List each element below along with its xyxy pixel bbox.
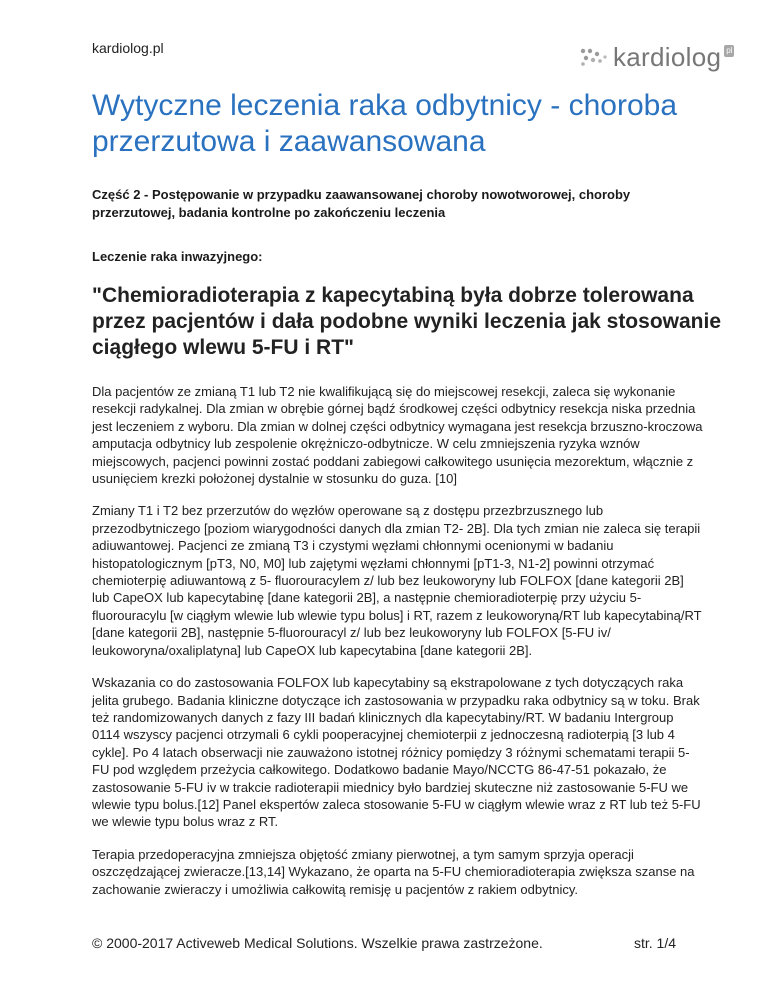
paragraph: Terapia przedoperacyjna zmniejsza objętość zmiany pierwotnej, a tym samym sprzyja operacji oszczędzającej zwieracze.[13,14] Wykazano, że oparta na 5-FU chemioradioterapia zwiększa szanse na zachowanie zwieraczy i umożliwia całkowitą remisję u pacjentów z rakiem odbytnicy. [92, 846, 695, 897]
paragraph: Zmiany T1 i T2 bez przerzutów do węzłów operowane są z dostępu przezbrzusznego lub przezodbytniczego [poziom wiarygodności danych dla zmian T2- 2B]. Dla tych zmian nie zaleca się terapii adiuwantowej. Pacjenci ze zmianą T3 i czystymi węzłami chłonnymi ocenionymi w badaniu histopatologicznym [pT3, N0, M0] lub zajętymi węzłami chłonnymi [pT1-3, N1-2] powinni otrzymać chemioterpię adiuwantową z 5- fluorouracylem z/ lub bez leukoworyny lub FOLFOX [dane kategorii 2B] lub CapeOX lub kapecytabinę [dane kategorii 2B], a następnie chemioradioterpię przy użyciu 5-fluorouracylu [w ciągłym wlewie lub wlewie typu bolus] i RT, razem z leukoworyną/RT lub kapecytabiną/RT [dane kategorii 2B], następnie 5-fluorouracyl z/ lub bez leukoworyny lub FOLFOX [5-FU iv/ leukoworyna/oxaliplatyna] lub CapeOX lub kapecytabina [dane kategorii 2B]. [92, 503, 702, 658]
page-number: str. 1/4 [633, 935, 676, 951]
section-heading: Leczenie raka inwazyjnego: [92, 249, 263, 264]
paragraph: Wskazania co do zastosowania FOLFOX lub kapecytabiny są ekstrapolowane z tych dotyczących raka jelita grubego. Badania kliniczne dotyczące ich zastosowania w przypadku raka odbytnicy są w toku. Brak też randomizowanych danych z fazy III badań klinicznych dla kapecytabiny/RT. W badaniu Intergroup 0114 wszyscy pacjenci otrzymali 6 cykli pooperacyjnej chemioterpii z jednoczesną radioterpią [3 lub 4 cykle]. Po 4 latach obserwacji nie zauważono istotnej różnicy pomiędzy 3 różnymi schematami terapii 5-FU pod względem przeżycia całkowitego. Dodatkowo badanie Mayo/NCCTG 86-47-51 pokazało, że zastosowanie 5-FU iv w trakcie radioterapii miednicy było bardziej skuteczne niż zastosowanie 5-FU we wlewie typu bolus.[12] Panel ekspertów zaleca stosowanie 5-FU w ciągłym wlewie wraz z RT lub też 5-FU we wlewie typu bolus wraz z RT. [92, 675, 701, 830]
site-name: kardiolog.pl [92, 40, 164, 56]
paragraph: Dla pacjentów ze zmianą T1 lub T2 nie kwalifikującą się do miejscowej resekcji, zaleca się wykonanie resekcji radykalnej. Dla zmian w obrębie górnej bądź środkowej części odbytnicy resekcja niska przednia jest leczeniem z wyboru. Dla zmian w dolnej części odbytnicy wymagana jest resekcja brzuszno-kroczowa amputacja odbytnicy lub zespolenie okrężniczo-odbytnicze. W celu zmniejszenia ryzyka wznów miejscowych, pacjenci powinni zostać poddani zabiegowi całkowitego usunięcia mezorektum, włącznie z usunięciem krezki położonej dystalnie w stosunku do guza. [10] [92, 384, 703, 487]
pull-quote: "Chemioradioterapia z kapecytabiną była dobrze tolerowana przez pacjentów i dała podobne wyniki leczenia jak stosowanie ciągłego wlewu 5-FU i RT" [92, 284, 721, 359]
part-heading: Część 2 - Postępowanie w przypadku zaawansowanej choroby nowotworowej, choroby przerzutowej, badania kontrolne po zakończeniu leczenia [92, 187, 631, 220]
article-body [92, 383, 704, 913]
footer-copyright: © 2000-2017 Activeweb Medical Solutions. Wszelkie prawa zastrzeżone. [92, 935, 543, 951]
logo-badge: pl [726, 46, 733, 55]
kardiolog-logo [579, 42, 734, 72]
logo-wordmark: kardiolog [613, 42, 722, 72]
dots-logo-icon [579, 45, 609, 69]
document-title: Wytyczne leczenia raka odbytnicy - choroba przerzutowa i zaawansowana [92, 89, 677, 158]
